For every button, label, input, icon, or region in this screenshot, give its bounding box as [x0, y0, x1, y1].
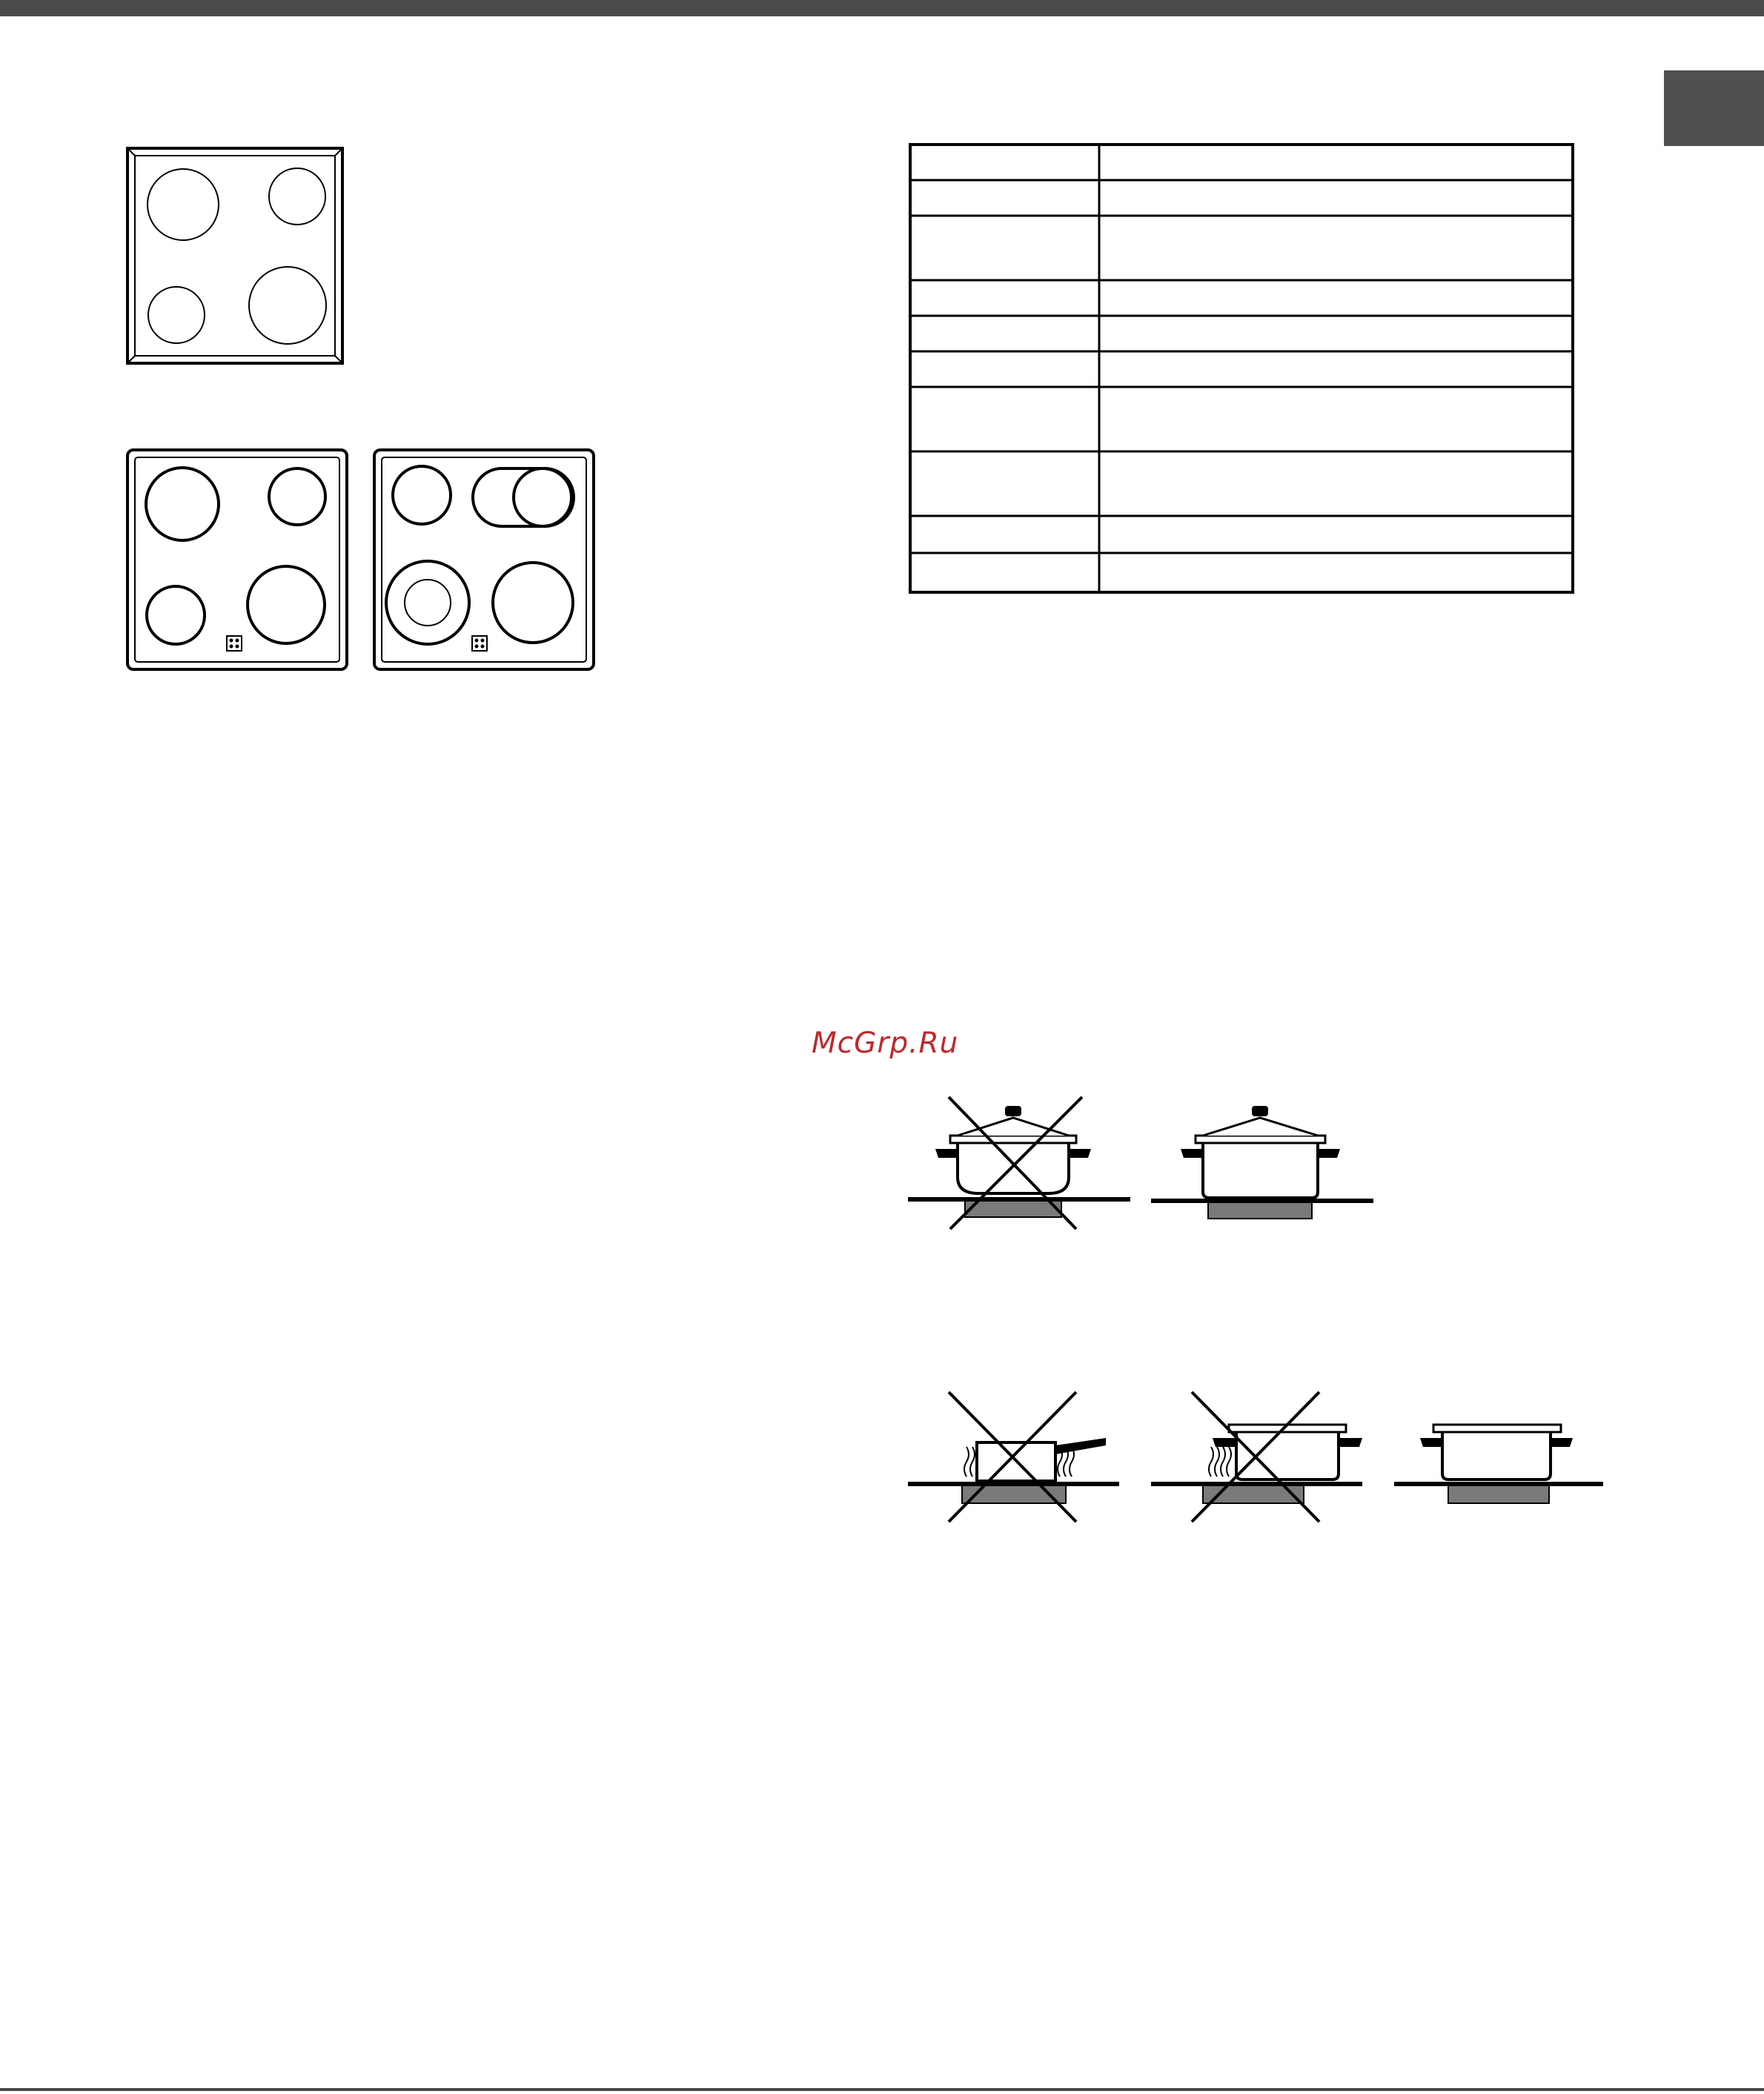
hotplate-ring	[393, 466, 451, 524]
footer-rule	[0, 2088, 1764, 2091]
hotplate-ring	[493, 563, 573, 643]
pan-diagram-wrong-offset	[1147, 1385, 1370, 1533]
hob-diagram-top	[126, 147, 345, 366]
pan-diagram-wrong-curved	[904, 1090, 1134, 1238]
watermark: McGrp.Ru	[812, 1027, 959, 1060]
hotplate-ring	[386, 561, 469, 644]
hob-diagram-bottom-left	[126, 448, 350, 672]
hotplate-ring	[269, 468, 325, 525]
language-tab	[1664, 70, 1764, 146]
hotplate-ring	[147, 586, 205, 644]
hotplate-ring	[269, 168, 325, 225]
hotplate-ring	[147, 169, 219, 240]
hotplate-ring	[248, 566, 325, 643]
pan-diagram-correct-flat	[1147, 1090, 1377, 1238]
hotplate-ring	[249, 267, 326, 344]
hob-diagram-bottom-right	[373, 448, 597, 672]
control-icon	[472, 636, 487, 651]
hob-parts-table	[909, 143, 1576, 595]
hotplate-ring	[148, 287, 205, 343]
control-icon	[227, 636, 242, 651]
hotplate-ring	[146, 468, 219, 540]
hotplate-ring-inner	[405, 580, 451, 626]
header-bar	[0, 0, 1764, 16]
pan-diagram-correct-size	[1390, 1385, 1613, 1533]
pan-diagram-wrong-small	[904, 1385, 1127, 1533]
hotplate-ring	[514, 468, 571, 526]
